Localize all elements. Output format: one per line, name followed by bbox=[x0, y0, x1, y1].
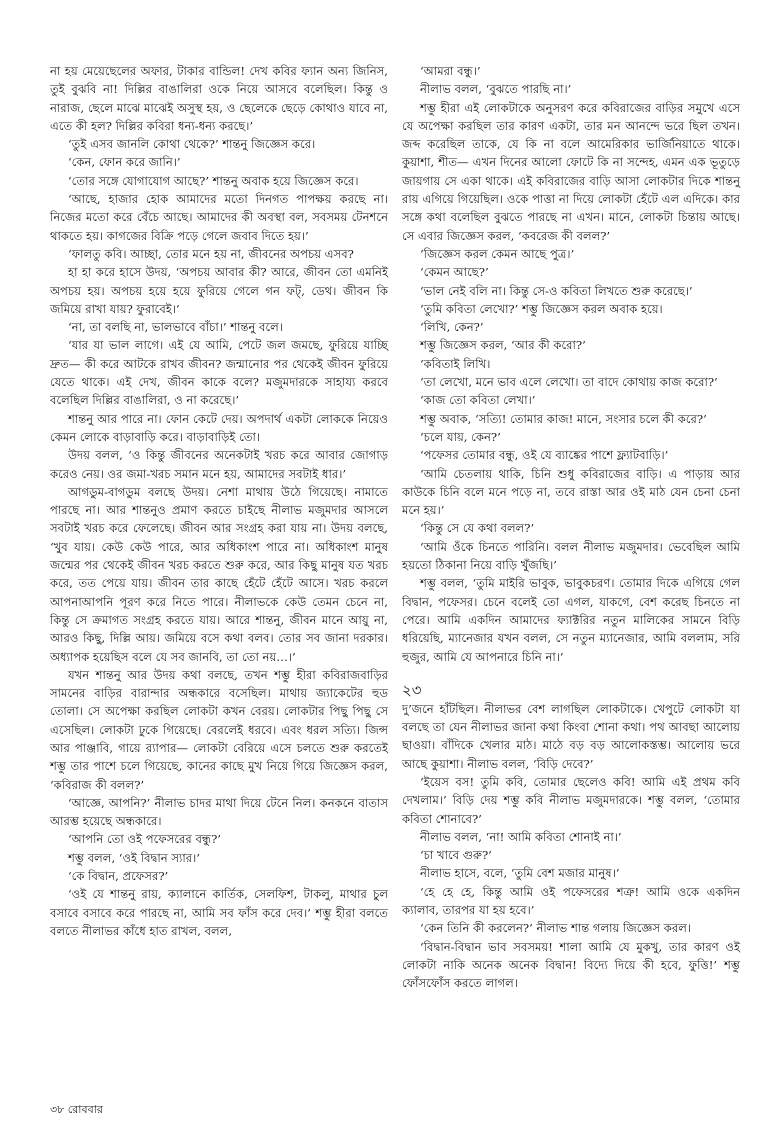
paragraph: ‘কাজ তো কবিতা লেখা।’ bbox=[420, 393, 536, 408]
page-footer: ৩৮ রোববার bbox=[50, 1103, 103, 1116]
paragraph: ‘তোর সঙ্গে যোগাযোগ আছে?’ শান্তনু অবাক হয়ে জিজ্ঞেস করে। bbox=[68, 173, 359, 188]
section-number: ২৩ bbox=[402, 680, 422, 699]
paragraph: ‘ভাল নেই বলি না। কিন্তু সে-ও কবিতা লিখতে শুরু করেছে।’ bbox=[420, 283, 693, 298]
paragraph: ‘কেমন আছে?’ bbox=[420, 265, 489, 280]
paragraph: নীলাভ হাসে, বলে, ‘তুমি বেশ মজার মানুষ।’ bbox=[420, 866, 620, 881]
paragraph: শম্ভু অবাক, ‘সত্যি! তোমার কাজ! মানে, সংসার চলে কী করে?’ bbox=[420, 411, 707, 426]
paragraph: ‘লিখি, কেন?’ bbox=[420, 320, 484, 335]
paragraph: ‘ওই যে শান্তনু রায়, ক্যালানে কার্তিক, সেলফিশ, টাকলু, মাথার চুল বসাবে বসাবে করে পারছে না, আমি সব ফাঁস করে দেব।’ শম্ভু হীরা বলতে বলতে নীলাভর কাঁধে হাত রাখল, বলল, bbox=[50, 887, 388, 938]
paragraph: শম্ভু বলল, ‘তুমি মাইরি ভাবুক, ভাবুকচরণ। তোমার দিকে এগিয়ে গেল বিদ্বান, পফেসর। চেনে বলেই তো এগল, যাকগে, বেশ করেছ চিনতে না পেরে। আমি একদিন আমাদের ফ্যাক্টরির নতুন মালিকের সামনে বিড়ি ধরিয়েছি, ম্যানেজার যখন বলল, সে নতুন ম্যানেজার, আমি বললাম, সরি হুজুর, আমি যে আপনারে চিনি না।’ bbox=[402, 576, 740, 664]
paragraph: ‘হে হে হে, কিন্তু আমি ওই পফেসরের শত্রু! আমি ওকে একদিন ক্যালাব, তারপর যা হয় হবে।’ bbox=[402, 884, 740, 918]
paragraph: ‘কবিতাই লিখি। bbox=[420, 356, 491, 371]
paragraph: ‘তুই এসব জানলি কোথা থেকে?’ শান্তনু জিজ্ঞেস করে। bbox=[68, 137, 316, 152]
paragraph: শম্ভু জিজ্ঞেস করল, ‘আর কী করো?’ bbox=[420, 338, 586, 353]
paragraph: শান্তনু আর পারে না। ফোন কেটে দেয়। অপদার্থ একটা লোককে নিয়েও কেমন লোকে বাড়াবাড়ি করে। বাড়াবাড়িই তো। bbox=[50, 411, 388, 444]
paragraph: নীলাভ বলল, ‘না! আমি কবিতা শোনাই না।’ bbox=[420, 829, 622, 844]
paragraph: ‘পফেসর তোমার বন্ধু, ওই যে ব্যাঙ্কের পাশে ফ্ল্যাটবাড়ি।’ bbox=[420, 448, 669, 463]
paragraph: ‘চলে যায়, কেন?’ bbox=[420, 429, 501, 444]
paragraph: দু’জনে হাঁটছিল। নীলাভর বেশ লাগছিল লোকটাকে। খেপুটে লোকটা যা বলছে তা যেন নীলাভর জানা কথা কিংবা শোনা কথা। পথ আবছা আলোয় ছাওয়া। বাঁদিকে খেলার মাঠ। মাঠে বড় বড় আলোকস্তম্ভ। আলোয় ভরে আছে কুয়াশা। নীলাভ বলল, ‘বিড়ি দেবে?’ bbox=[402, 701, 740, 771]
right-column bbox=[402, 62, 740, 993]
paragraph: ‘ইয়েস বস! তুমি কবি, তোমার ছেলেও কবি! আমি এই প্রথম কবি দেখলাম।’ বিড়ি দেয় শম্ভু কবি নীলাভ মজুমদারকে। শম্ভু বলল, ‘তোমার কবিতা শোনাবে?’ bbox=[402, 774, 740, 826]
paragraph: উদয় বলল, ‘ও কিন্তু জীবনের অনেকটাই খরচ করে আবার জোগাড় করেও নেয়। ওর জমা-খরচ সমান মনে হয়, আমাদের সবটাই ধার।’ bbox=[50, 448, 388, 481]
paragraph: ‘আপনি তো ওই পফেসরের বন্ধু?’ bbox=[68, 832, 221, 847]
paragraph: ‘তুমি কবিতা লেখো?’ শম্ভু জিজ্ঞেস করল অবাক হয়ে। bbox=[420, 301, 663, 316]
paragraph: ‘আমি চেতলায় থাকি, চিনি শুধু কবিরাজের বাড়ি। এ পাড়ায় আর কাউকে চিনি বলে মনে পড়ে না, তবে রাস্তা আর ওই মাঠ যেন চেনা চেনা মনে হয়।’ bbox=[402, 466, 740, 518]
paragraph: ‘ফালতু কবি। আচ্ছা, তোর মনে হয় না, জীবনের অপচয় এসব? bbox=[68, 246, 354, 261]
paragraph: শম্ভু হীরা এই লোকটাকে অনুসরণ করে কবিরাজের বাড়ির সমুখে এসে যে অপেক্ষা করছিল তার কারণ একটা, তার মন আনন্দে ভরে ছিল তখন। জব্দ করেছিল তাকে, যে কি না বলে আমেরিকার ভার্জিনিয়াতে থাকে। কুয়াশা, শীত— এখন দিনের আলো ফোটে কি না সন্দেহ, এমন এক ভূতুড়ে জায়গায় সে একা থাকে। এই কবিরাজের বাড়ি আসা লোকটার দিকে শান্তনু রায় এগিয়ে গিয়েছিল। ওকে পাত্তা না দিয়ে লোকটা হেঁটে এল এদিকে। কার সঙ্গে কথা বলেছিল বুঝতে পারছে না এখন। মানে, লোকটা চিন্তায় আছে। সে এবার জিজ্ঞেস করল, ‘কবরেজ কী বলল?’ bbox=[402, 100, 740, 243]
paragraph: ‘চা খাবে গুরু?’ bbox=[420, 848, 492, 863]
paragraph: আগডুম-বাগডুম বলছে উদয়। নেশা মাথায় উঠে গিয়েছে। নামাতে পারছে না। আর শান্তনুও প্রমাণ করতে চাইছে নীলাভ মজুমদার আসলে সবটাই খরচ করে ফেলেছে। জীবন আর সংগ্রহ করা যায় না। উদয় বলছে, ‘খুব যায়। কেউ কেউ পারে, আর অধিকাংশ পারে না। অধিকাংশ মানুষ জন্মের পর থেকেই জীবন খরচ করতে শুরু করে, আর কিছু মানুষ যত খরচ করে, তত পেয়ে যায়। জীবন তার কাছে হেঁটে হেঁটে আসে। খরচ করলে আপনাআপনি পূরণ করে নিতে পারে। নীলাভকে কেউ তেমন চেনে না, কিন্তু সে ক্রমাগত সংগ্রহ করতে যায়। আরে শান্তনু, জীবন মানে আয়ু না, আরও কিছু, দিল্লি আয়। জমিয়ে বসে কথা বলব। তোর সব জানা দরকার। অধ্যাপক হয়েছিস বলে যে সব জানবি, তা তো নয়…।’ bbox=[50, 484, 388, 664]
paragraph: হা হা করে হাসে উদয়, ‘অপচয় আবার কী? আরে, জীবন তো এমনিই অপচয় হয়। অপচয় হয়ে হয়ে ফুরিয়ে গেলে গন ফট্, ডেথ। জীবন কি জমিয়ে রাখা যায়? ফুরাবেই।’ bbox=[50, 265, 388, 316]
paragraph: ‘আছে, হাজার হোক আমাদের মতো দিনগত পাপক্ষয় করছে না। নিজের মতো করে বেঁচে আছে। আমাদের কী অবস্থা বল, সবসময় টেনশনে থাকতে হয়। কাগজের বিক্রি পড়ে গেলে জবাব দিতে হয়।’ bbox=[50, 192, 388, 243]
paragraph: ‘কে বিদ্বান, প্রফেসর?’ bbox=[68, 869, 169, 884]
paragraph: নীলাভ বলল, ‘বুঝতে পারছি না।’ bbox=[420, 82, 572, 97]
paragraph: ‘না, তা বলছি না, ভালভাবে বাঁচা।’ শান্তনু বলে। bbox=[68, 320, 283, 335]
paragraph: ‘কিন্তু সে যে কথা বলল?’ bbox=[420, 521, 535, 536]
paragraph: যখন শান্তনু আর উদয় কথা বলছে, তখন শম্ভু হীরা কবিরাজবাড়ির সামনের বাড়ির বারান্দার অন্ধকারে বসেছিল। মাথায় জ্যাকেটের হুড তোলা। সে অপেক্ষা করছিল লোকটা কখন বেরয়। লোকটার পিছু পিছু সে এসেছিল। লোকটা ঢুকে গিয়েছে। বেরলেই ধরবে। এবং ধরল সত্যি। জিন্স আর পাঞ্জাবি, গায়ে র‌্যাপার— লোকটা বেরিয়ে এসে চলতে শুরু করতেই শম্ভু তার পাশে চলে গিয়েছে, কানের কাছে মুখ নিয়ে গিয়ে জিজ্ঞেস করল, ‘কবিরাজ কী বলল?’ bbox=[50, 667, 388, 792]
paragraph: শম্ভু বলল, ‘ওই বিদ্বান স্যার।’ bbox=[68, 850, 200, 865]
paragraph: ‘কেন তিনি কী করলেন?’ নীলাভ শান্ত গলায় জিজ্ঞেস করল। bbox=[420, 921, 692, 936]
paragraph: ‘কেন, ফোন করে জানি।’ bbox=[68, 155, 181, 170]
paragraph: ‘বিদ্বান-বিদ্বান ভাব সবসময়! শালা আমি যে মুকখু, তার কারণ ওই লোকটা নাকি অনেক অনেক বিদ্বান! বিদ্যে দিয়ে কী হবে, ফুত্তি!’ শম্ভু ফোঁসফোঁস করতে লাগল। bbox=[402, 939, 740, 991]
paragraph: ‘জিজ্ঞেস করল কেমন আছে পুত্র।’ bbox=[420, 246, 575, 261]
paragraph: ‘আমি ওঁকে চিনতে পারিনি। বলল নীলাভ মজুমদার। ভেবেছিল আমি হয়তো ঠিকানা নিয়ে বাড়ি খুঁজছি।’ bbox=[402, 539, 740, 573]
paragraph: না হয় মেয়েছেলের অফার, টাকার বান্ডিল! দেখ কবির ফ্যান অন্য জিনিস, তুই বুঝবি না! দিল্লির বাঙালিরা ওকে নিয়ে আসবে বলেছিল। কিন্তু ও নারাজ, ছেলে মাঝে মাঝেই অসুস্থ হয়, ও ছেলেকে ছেড়ে কোথাও যাবে না, এতে কী হল? দিল্লির কবিরা ধন্য-ধন্য করছে।’ bbox=[50, 64, 388, 133]
paragraph: ‘আমরা বন্ধু।’ bbox=[420, 64, 481, 78]
left-column bbox=[50, 62, 388, 940]
paragraph: ‘যার যা ভাল লাগে। এই যে আমি, পেটে জল জমছে, ফুরিয়ে যাচ্ছি দ্রুত— কী করে আটকে রাখব জীবন? জন্মানোর পর থেকেই জীবন ফুরিয়ে যেতে থাকে। এই দেখ, জীবন কাকে বলে? মজুমদারকে সাহায্য করবে বলেছিল দিল্লির বাঙালিরা, ও না করেছে।’ bbox=[50, 338, 388, 408]
paragraph: ‘আজ্ঞে, আপনি?’ নীলাভ চাদর মাথা দিয়ে টেনে নিল। কনকনে বাতাস আরম্ভ হয়েছে অন্ধকারে। bbox=[50, 795, 388, 829]
paragraph: ‘তা লেখো, মনে ভাব এলে লেখো। তা বাদে কোথায় কাজ করো?’ bbox=[420, 375, 718, 390]
